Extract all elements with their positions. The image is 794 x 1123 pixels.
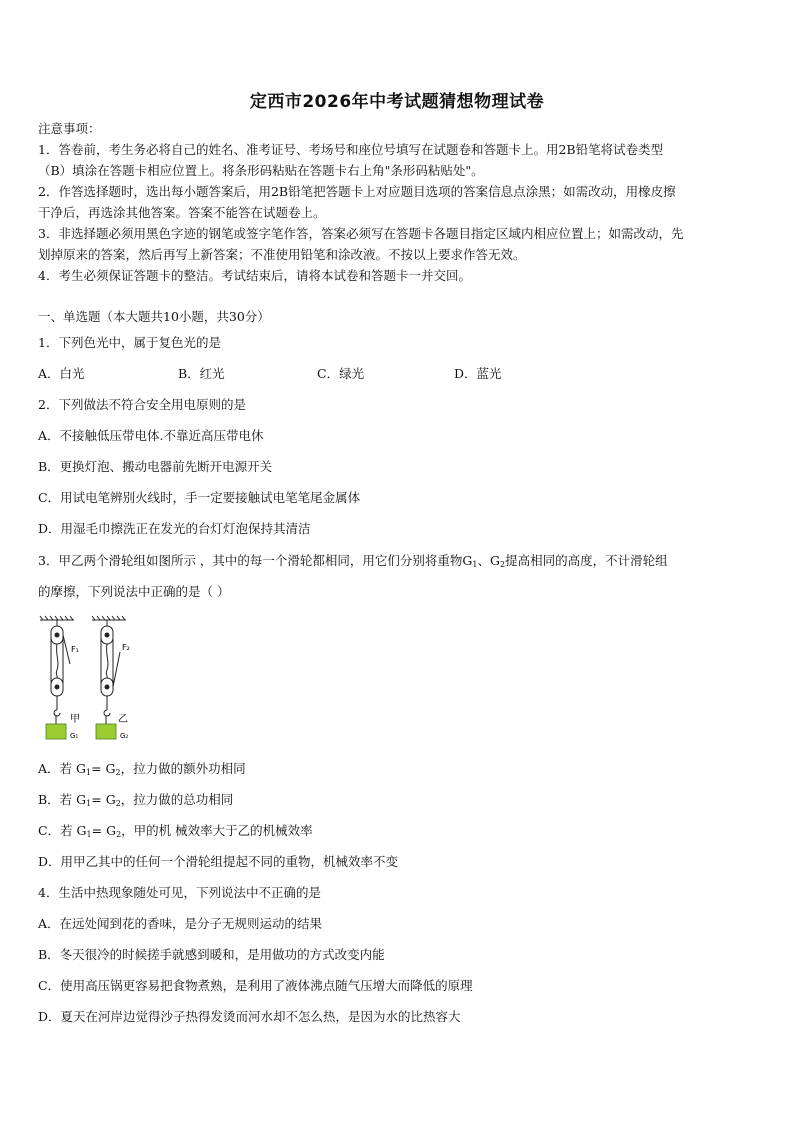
q2-option-a: A．不接触低压带电体.不靠近高压带电休 [38, 428, 264, 443]
q3-option-sub: 1 [86, 799, 92, 808]
label-g1: G₁ [70, 732, 79, 740]
q3-stem-part: 提高相同的高度，不计滑轮组 [505, 553, 668, 568]
q1-option-a: A．白光 [38, 366, 85, 381]
q1-option-d: D．蓝光 [454, 366, 502, 381]
q3-option-sub: 2 [115, 768, 121, 777]
q3-stem-sub: 1 [472, 560, 478, 569]
question-3-stem-cont: 的摩擦，下列说法中正确的是（ ） [38, 584, 230, 599]
q3-option-text: A．若 G [38, 761, 86, 776]
label-f2: F₂ [122, 643, 130, 652]
page-title: 定西市2026年中考试题猜想物理试卷 [249, 92, 545, 112]
label-f1: F₁ [71, 645, 79, 654]
q3-option-text: ，拉力做的额外功相同 [120, 761, 246, 776]
question-2-stem: 2．下列做法不符合安全用电原则的是 [38, 397, 246, 412]
q3-option-sub: 1 [86, 768, 92, 777]
notice-heading: 注意事项： [38, 121, 101, 136]
q3-option-sub: 2 [116, 830, 122, 839]
section-heading: 一、单选题（本大题共10小题，共30分） [38, 309, 270, 324]
q3-option-b [38, 792, 233, 812]
q3-option-d: D．用甲乙其中的任何一个滑轮组提起不同的重物，机械效率不变 [38, 854, 399, 869]
q3-option-text: C．若 G [38, 823, 87, 838]
q3-option-sub: 1 [86, 830, 92, 839]
q4-option-c: C．使用高压锅更容易把食物煮熟，是利用了液体沸点随气压增大而降低的原理 [38, 978, 473, 993]
question-4-stem: 4．生活中热现象随处可见，下列说法中不正确的是 [38, 885, 321, 900]
notice-line: 3．非选择题必须用黑色字迹的钢笔或签字笔作答，答案必须写在答题卡各题目指定区域内相应位置上；如需改动，先 [38, 226, 684, 241]
q3-option-c [38, 823, 313, 843]
question-3-stem [38, 553, 668, 573]
q3-stem-sub: 2 [500, 560, 506, 569]
notice-line: （B）填涂在答题卡相应位置上。将条形码粘贴在答题卡右上角"条形码粘贴处"。 [38, 163, 484, 178]
q3-option-sub: 2 [115, 799, 121, 808]
q2-option-b: B．更换灯泡、搬动电器前先断开电源开关 [38, 459, 273, 474]
weight-g1 [46, 724, 66, 739]
label-g2: G₂ [120, 732, 129, 740]
q1-option-c: C．绿光 [317, 366, 365, 381]
weight-g2 [96, 724, 116, 739]
q4-option-d: D．夏天在河岸边觉得沙子热得发烫而河水却不怎么热，是因为水的比热容大 [38, 1009, 461, 1024]
q3-option-text: ，拉力做的总功相同 [120, 792, 234, 807]
notice-line: 2．作答选择题时，选出每小题答案后，用2B铅笔把答题卡上对应题目选项的答案信息点涂黑；如需改动，用橡皮擦 [38, 184, 676, 199]
q3-option-text: ，甲的机 械效率大于乙的机械效率 [121, 823, 313, 838]
q3-option-text: = G [91, 761, 116, 776]
q3-option-text: = G [91, 792, 116, 807]
label-jia: 甲 [70, 714, 80, 725]
q2-option-c: C．用试电笔辨别火线时，手一定要接触试电笔笔尾金属体 [38, 490, 361, 505]
notice-line: 划掉原来的答案，然后再写上新答案；不准使用铅笔和涂改液。不按以上要求作答无效。 [38, 247, 526, 262]
q2-option-d: D．用湿毛巾擦洗正在发光的台灯灯泡保持其清洁 [38, 521, 311, 536]
notice-line: 干净后，再选涂其他答案。答案不能答在试题卷上。 [38, 205, 326, 220]
question-1-stem: 1．下列色光中，属于复色光的是 [38, 335, 221, 350]
rope-f2 [113, 652, 120, 687]
pulley-figure [38, 614, 148, 744]
label-yi: 乙 [118, 714, 128, 725]
q3-stem-part: 、G [477, 553, 501, 568]
q1-option-b: B．红光 [178, 366, 225, 381]
rope-f1 [63, 635, 70, 664]
q3-option-text: B．若 G [38, 792, 87, 807]
q3-option-a [38, 761, 246, 781]
q3-option-text: = G [91, 823, 117, 838]
q3-stem-part: 3．甲乙两个滑轮组如图所示 ，其中的每一个滑轮都相同，用它们分别将重物G [38, 553, 473, 568]
q4-option-a: A．在远处闻到花的香味，是分子无规则运动的结果 [38, 916, 323, 931]
q4-option-b: B．冬天很冷的时候搓手就感到暖和，是用做功的方式改变内能 [38, 947, 385, 962]
notice-line: 1．答卷前，考生务必将自己的姓名、准考证号、考场号和座位号填写在试题卷和答题卡上。用2B铅笔将试卷类型 [38, 142, 664, 157]
notice-line: 4．考生必须保证答题卡的整洁。考试结束后，请将本试卷和答题卡一并交回。 [38, 268, 471, 283]
